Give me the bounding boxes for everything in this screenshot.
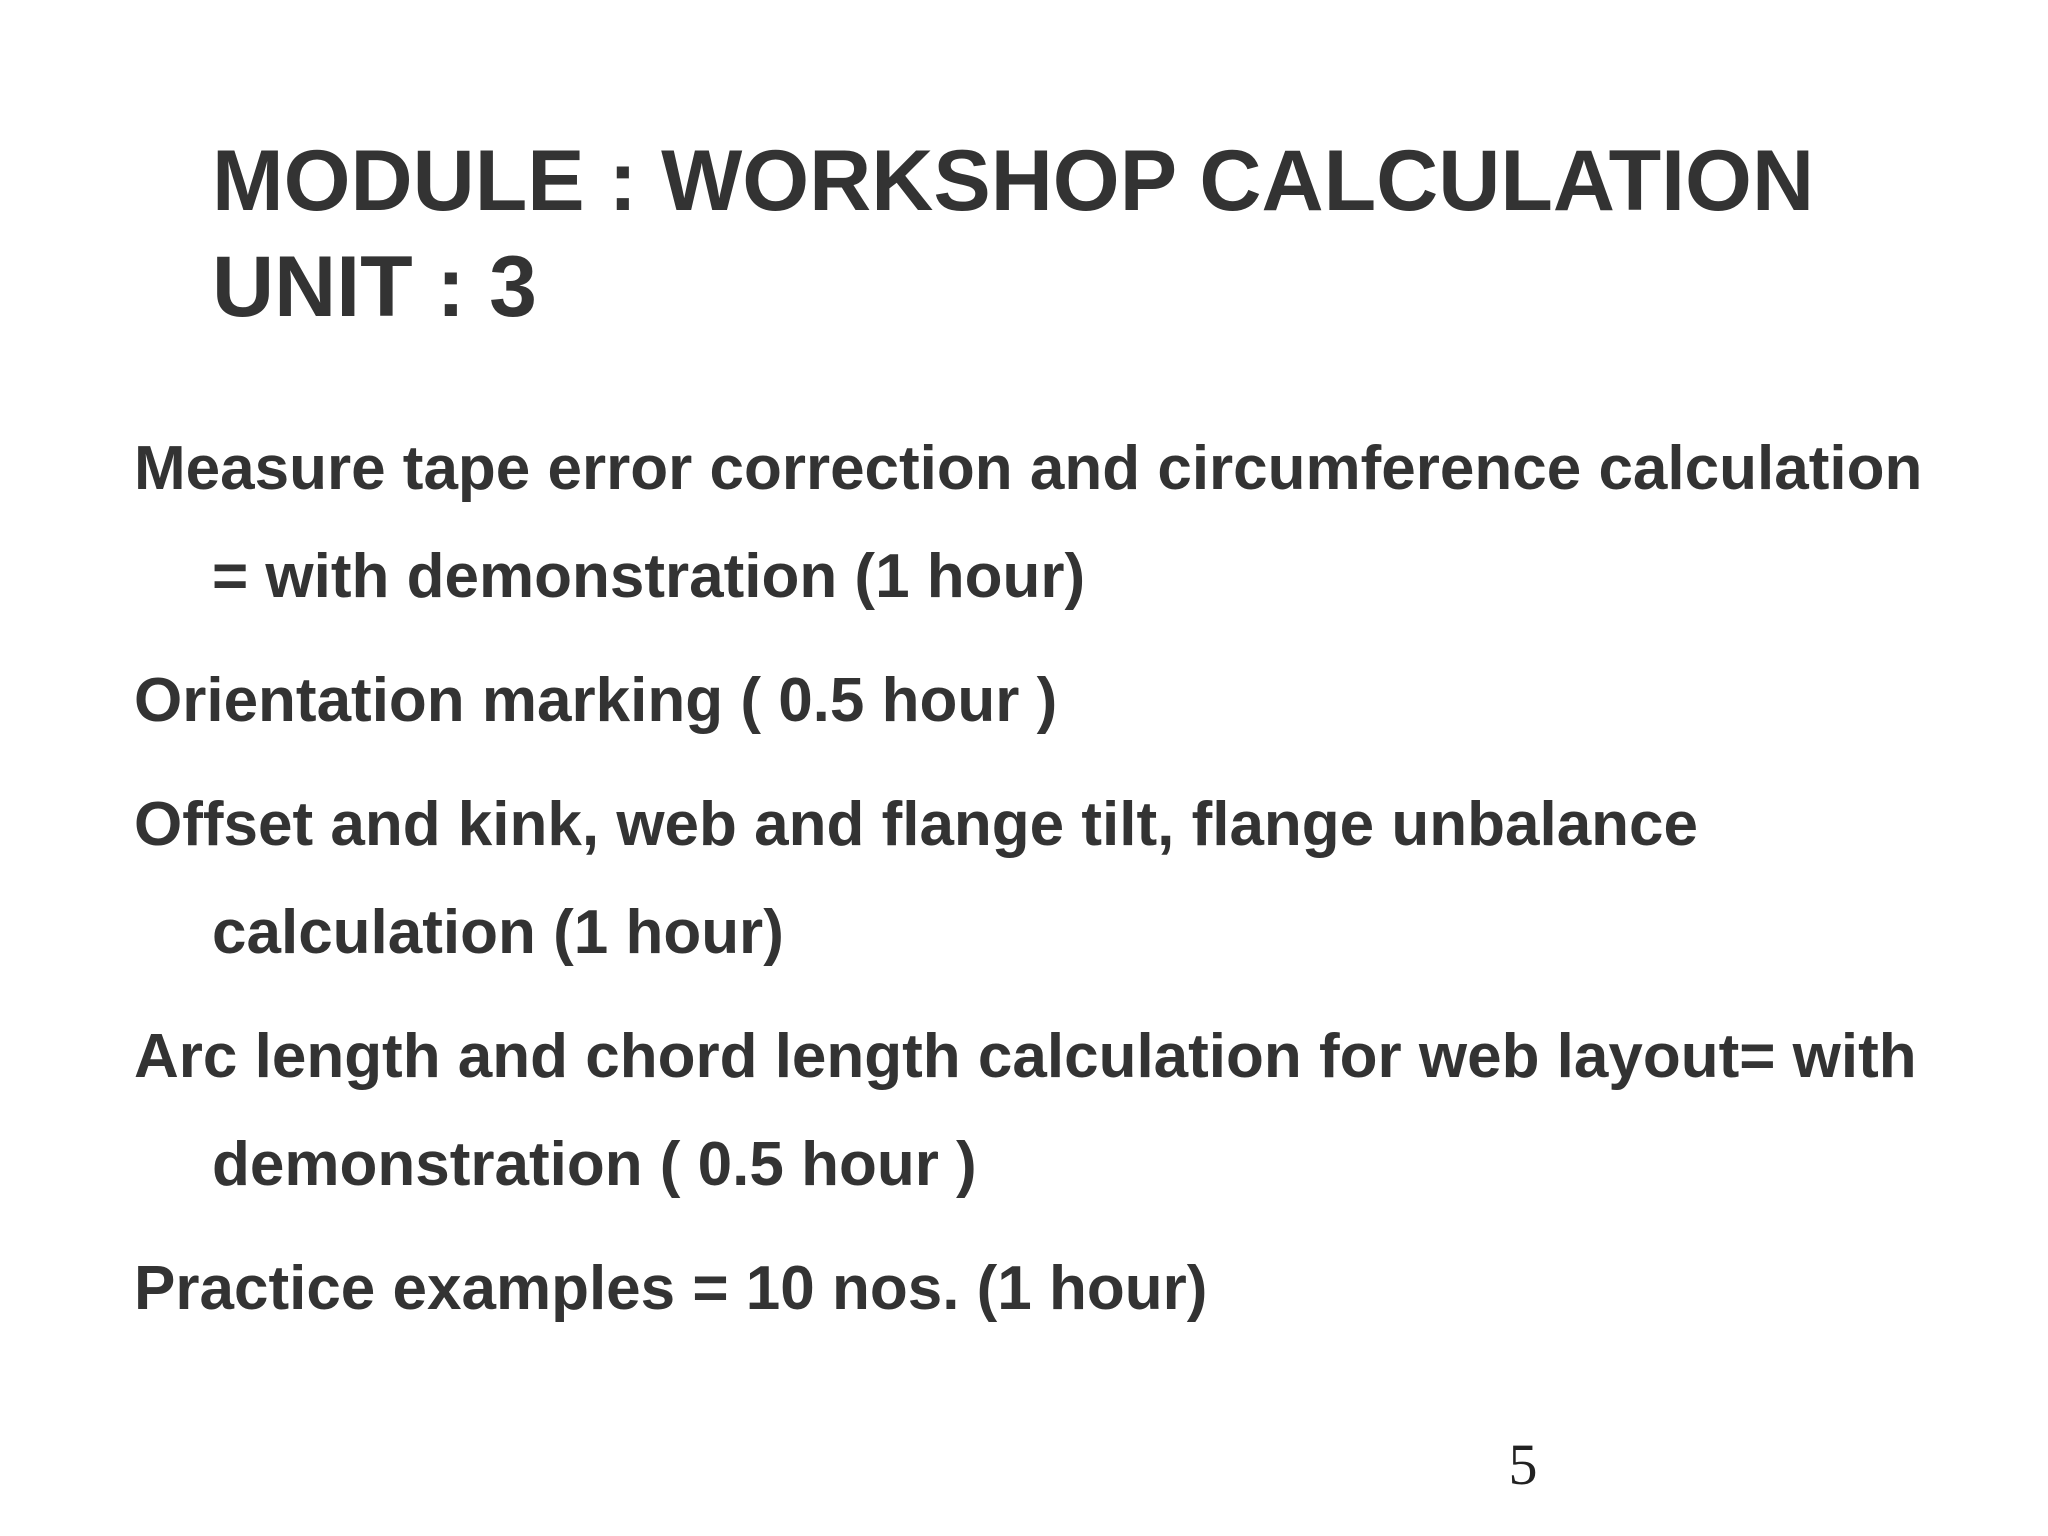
topic-item: Offset and kink, web and flange tilt, flange unbalance calculation (1 hour) xyxy=(134,790,1699,967)
topic-item: Measure tape error correction and circumference calculation = with demonstration (1 hour) xyxy=(134,434,1923,611)
topic-item: Arc length and chord length calculation for web layout= with demonstration ( 0.5 hour ) xyxy=(134,1022,1917,1199)
topic-item: Orientation marking ( 0.5 hour ) xyxy=(134,666,1058,735)
topic-item: Practice examples = 10 nos. (1 hour) xyxy=(134,1254,1208,1323)
title-line-module: MODULE : WORKSHOP CALCULATION xyxy=(212,133,1815,229)
page-number: 5 xyxy=(1508,1432,1538,1497)
topic-list xyxy=(134,415,1974,1359)
slide-title xyxy=(212,128,1972,340)
title-line-unit: UNIT : 3 xyxy=(212,239,537,335)
